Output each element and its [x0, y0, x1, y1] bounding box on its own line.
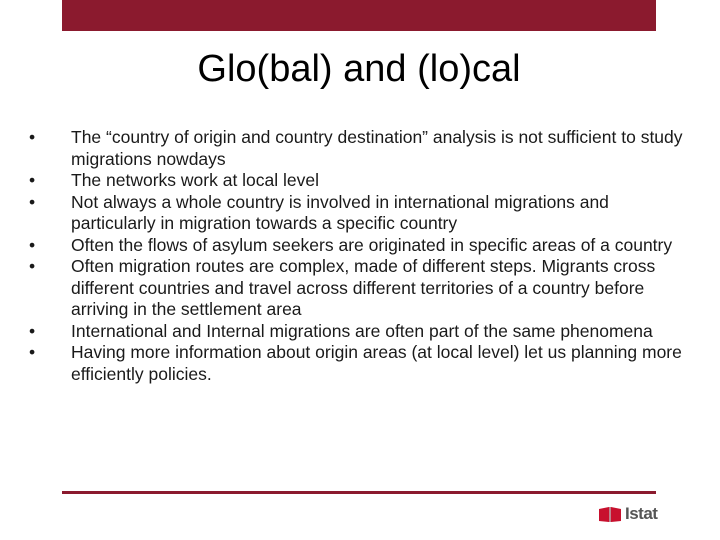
bullet-text: Not always a whole country is involved in international migrations and particularly in migration towards a specific country [71, 191, 609, 233]
bullet-text: Often the flows of asylum seekers are originated in specific areas of a country [71, 234, 673, 255]
slide-title: Glo(bal) and (lo)cal [197, 48, 521, 90]
istat-logo-icon [598, 505, 622, 523]
bullet-icon: • [29, 170, 36, 190]
bullet-item [27, 170, 687, 192]
bottom-accent-rule [62, 491, 656, 494]
bullet-icon: • [29, 127, 36, 147]
bullet-text: Often migration routes are complex, made of different steps. Migrants cross different countries and travel across different territories of a country before arriving in the settlement area [71, 256, 656, 319]
bullet-text: The networks work at local level [71, 170, 320, 190]
bullet-icon: • [29, 320, 36, 341]
logo-text: Istat [625, 504, 658, 523]
bullet-list [27, 127, 687, 385]
bullet-item [27, 256, 687, 321]
bullet-text: Having more information about origin areas (at local level) let us planning more efficiently policies. [71, 342, 682, 384]
top-accent-bar [62, 0, 656, 31]
bullet-icon: • [29, 256, 36, 276]
bullet-icon: • [29, 191, 36, 212]
bullet-item [27, 342, 687, 385]
bullet-icon: • [29, 342, 36, 362]
bullet-text: The “country of origin and country destination” analysis is not sufficient to study migrations nowdays [71, 127, 683, 169]
bullet-item [27, 127, 687, 170]
bullet-item [27, 192, 687, 235]
istat-logo [598, 503, 657, 525]
bullet-item [27, 321, 687, 343]
bullet-item [27, 235, 687, 257]
bullet-icon: • [29, 234, 36, 255]
bullet-text: International and Internal migrations are often part of the same phenomena [71, 320, 653, 341]
